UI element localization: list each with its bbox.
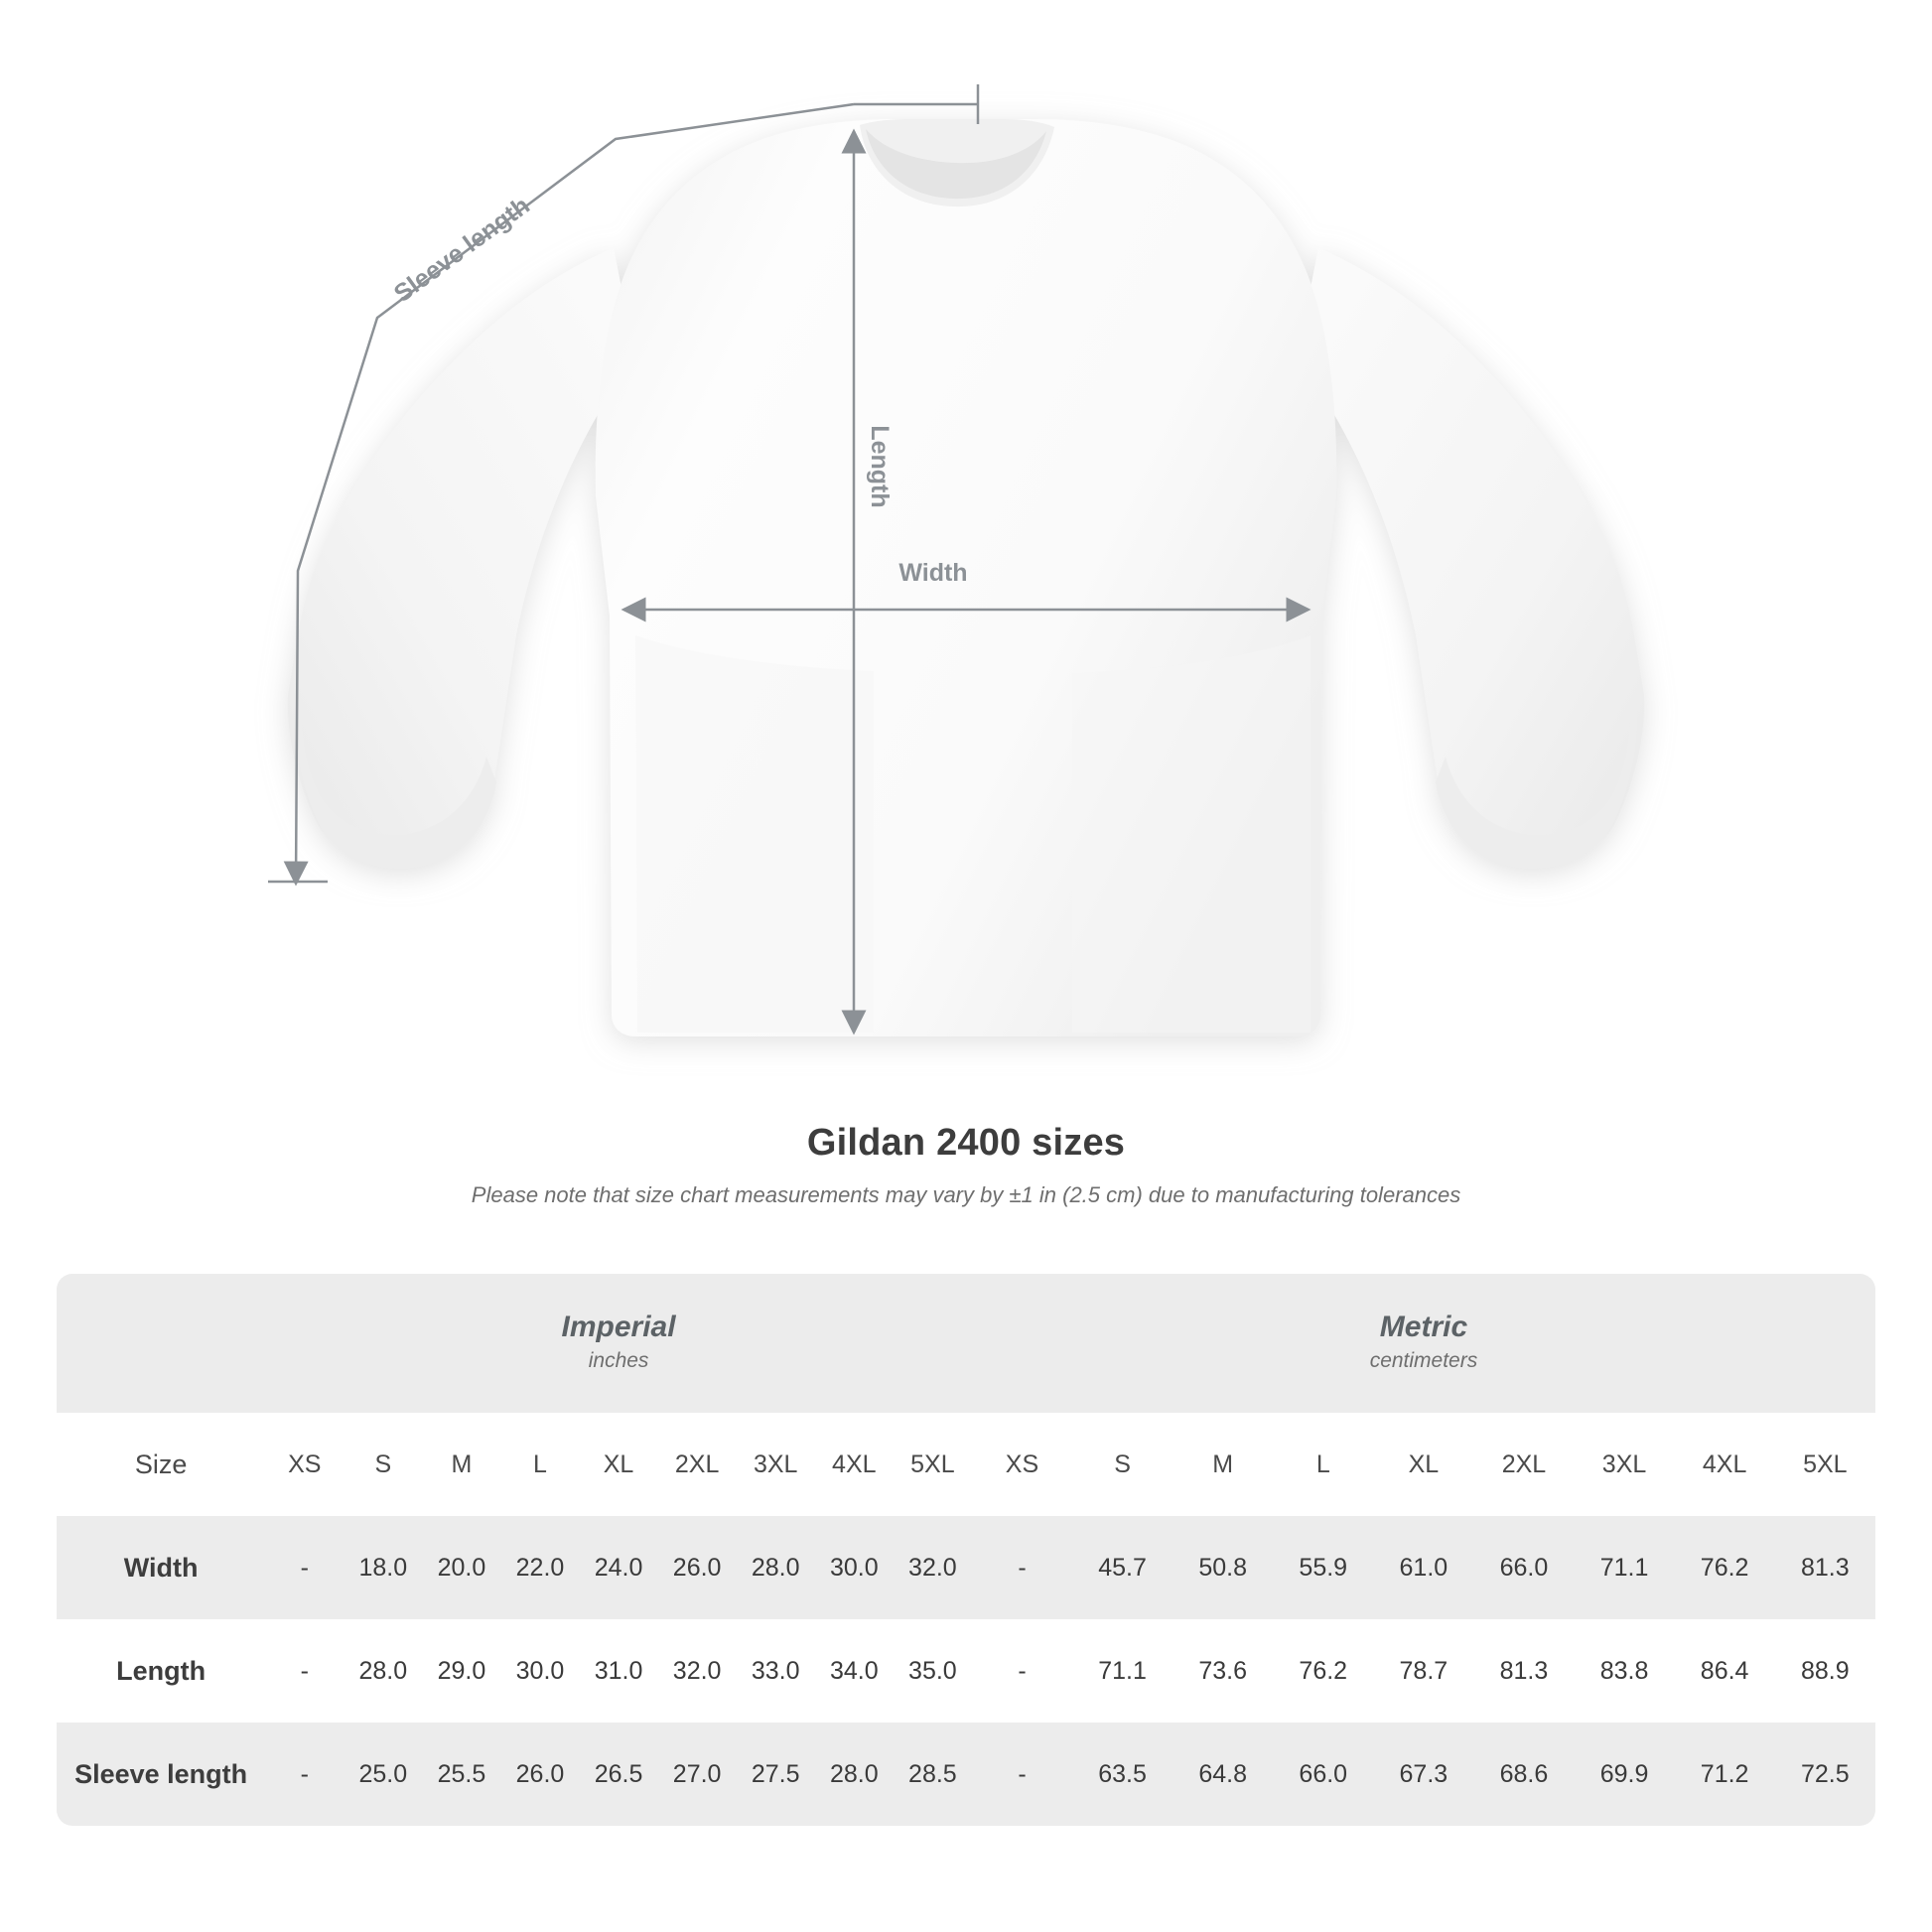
sleeve-length-label: Sleeve length [388,191,535,309]
cell-sleeve-imperial-5xl: 28.5 [894,1723,972,1826]
cell-sleeve-imperial-xl: 26.5 [580,1723,658,1826]
row-label-sleeve-length: Sleeve length [57,1723,265,1826]
cell-length-imperial-s: 28.0 [344,1619,422,1723]
cell-width-metric-5xl: 81.3 [1775,1516,1875,1619]
size-header-row [57,1413,1875,1516]
cell-length-imperial-xl: 31.0 [580,1619,658,1723]
size-header-metric-5xl: 5XL [1775,1413,1875,1516]
cell-length-metric-xs: - [972,1619,1072,1723]
size-header-imperial-5xl: 5XL [894,1413,972,1516]
size-table-wrapper [57,1274,1875,1826]
cell-length-metric-xl: 78.7 [1373,1619,1473,1723]
cell-length-imperial-5xl: 35.0 [894,1619,972,1723]
cell-sleeve-metric-l: 66.0 [1273,1723,1373,1826]
size-header-imperial-4xl: 4XL [815,1413,894,1516]
length-label: Length [866,425,894,508]
cell-length-imperial-l: 30.0 [500,1619,579,1723]
cell-length-metric-2xl: 81.3 [1473,1619,1574,1723]
size-header-imperial-3xl: 3XL [737,1413,815,1516]
size-header-imperial-xl: XL [580,1413,658,1516]
cell-sleeve-metric-xl: 67.3 [1373,1723,1473,1826]
cell-width-imperial-2xl: 26.0 [658,1516,737,1619]
cell-sleeve-imperial-xs: - [265,1723,344,1826]
cell-width-metric-4xl: 76.2 [1675,1516,1775,1619]
cell-sleeve-metric-5xl: 72.5 [1775,1723,1875,1826]
cell-length-metric-m: 73.6 [1173,1619,1273,1723]
row-label-width: Width [57,1516,265,1619]
size-header-imperial-l: L [500,1413,579,1516]
cell-sleeve-imperial-l: 26.0 [500,1723,579,1826]
cell-length-metric-4xl: 86.4 [1675,1619,1775,1723]
table-row [57,1723,1875,1826]
cell-length-metric-5xl: 88.9 [1775,1619,1875,1723]
cell-sleeve-imperial-2xl: 27.0 [658,1723,737,1826]
size-table [57,1274,1875,1826]
cell-sleeve-metric-xs: - [972,1723,1072,1826]
size-header-metric-4xl: 4XL [1675,1413,1775,1516]
table-row [57,1516,1875,1619]
unit-group-imperial-sub: inches [588,1348,649,1372]
unit-header-spacer [57,1274,265,1413]
cell-sleeve-metric-3xl: 69.9 [1575,1723,1675,1826]
row-label-length: Length [57,1619,265,1723]
size-header-metric-xs: XS [972,1413,1072,1516]
cell-sleeve-imperial-3xl: 27.5 [737,1723,815,1826]
unit-header-row [57,1274,1875,1413]
width-label: Width [898,559,968,587]
size-header-imperial-s: S [344,1413,422,1516]
cell-sleeve-imperial-4xl: 28.0 [815,1723,894,1826]
cell-length-imperial-m: 29.0 [422,1619,500,1723]
cell-width-imperial-4xl: 30.0 [815,1516,894,1619]
cell-sleeve-metric-2xl: 68.6 [1473,1723,1574,1826]
cell-length-metric-3xl: 83.8 [1575,1619,1675,1723]
cell-sleeve-imperial-s: 25.0 [344,1723,422,1826]
cell-width-metric-3xl: 71.1 [1575,1516,1675,1619]
cell-width-metric-l: 55.9 [1273,1516,1373,1619]
table-row [57,1619,1875,1723]
size-header-metric-l: L [1273,1413,1373,1516]
page-title: Gildan 2400 sizes [806,1122,1126,1164]
cell-width-imperial-3xl: 28.0 [737,1516,815,1619]
cell-sleeve-metric-s: 63.5 [1072,1723,1173,1826]
cell-sleeve-metric-4xl: 71.2 [1675,1723,1775,1826]
cell-length-imperial-4xl: 34.0 [815,1619,894,1723]
cell-width-metric-2xl: 66.0 [1473,1516,1574,1619]
chart-title-block [0,1122,1932,1208]
size-header-imperial-m: M [422,1413,500,1516]
cell-sleeve-metric-m: 64.8 [1173,1723,1273,1826]
unit-group-metric [972,1274,1875,1413]
cell-length-metric-s: 71.1 [1072,1619,1173,1723]
size-header-metric-s: S [1072,1413,1173,1516]
cell-length-imperial-2xl: 32.0 [658,1619,737,1723]
size-header-metric-3xl: 3XL [1575,1413,1675,1516]
size-header-imperial-2xl: 2XL [658,1413,737,1516]
cell-width-imperial-xs: - [265,1516,344,1619]
cell-sleeve-imperial-m: 25.5 [422,1723,500,1826]
size-header-label: Size [57,1413,265,1516]
cell-length-imperial-xs: - [265,1619,344,1723]
cell-width-imperial-s: 18.0 [344,1516,422,1619]
cell-length-metric-l: 76.2 [1273,1619,1373,1723]
cell-width-metric-xl: 61.0 [1373,1516,1473,1619]
cell-width-metric-xs: - [972,1516,1072,1619]
cell-width-metric-m: 50.8 [1173,1516,1273,1619]
size-header-metric-2xl: 2XL [1473,1413,1574,1516]
cell-width-imperial-l: 22.0 [500,1516,579,1619]
cell-width-imperial-xl: 24.0 [580,1516,658,1619]
cell-width-imperial-5xl: 32.0 [894,1516,972,1619]
size-header-metric-xl: XL [1373,1413,1473,1516]
unit-group-imperial [265,1274,972,1413]
cell-width-imperial-m: 20.0 [422,1516,500,1619]
size-header-metric-m: M [1173,1413,1273,1516]
size-header-imperial-xs: XS [265,1413,344,1516]
cell-width-metric-s: 45.7 [1072,1516,1173,1619]
page-subtitle: Please note that size chart measurements may vary by ±1 in (2.5 cm) due to manufacturing tolerances [471,1182,1461,1207]
unit-group-metric-sub: centimeters [1369,1348,1478,1372]
unit-group-imperial-name: Imperial [561,1311,676,1343]
cell-length-imperial-3xl: 33.0 [737,1619,815,1723]
unit-group-metric-name: Metric [1379,1311,1468,1343]
